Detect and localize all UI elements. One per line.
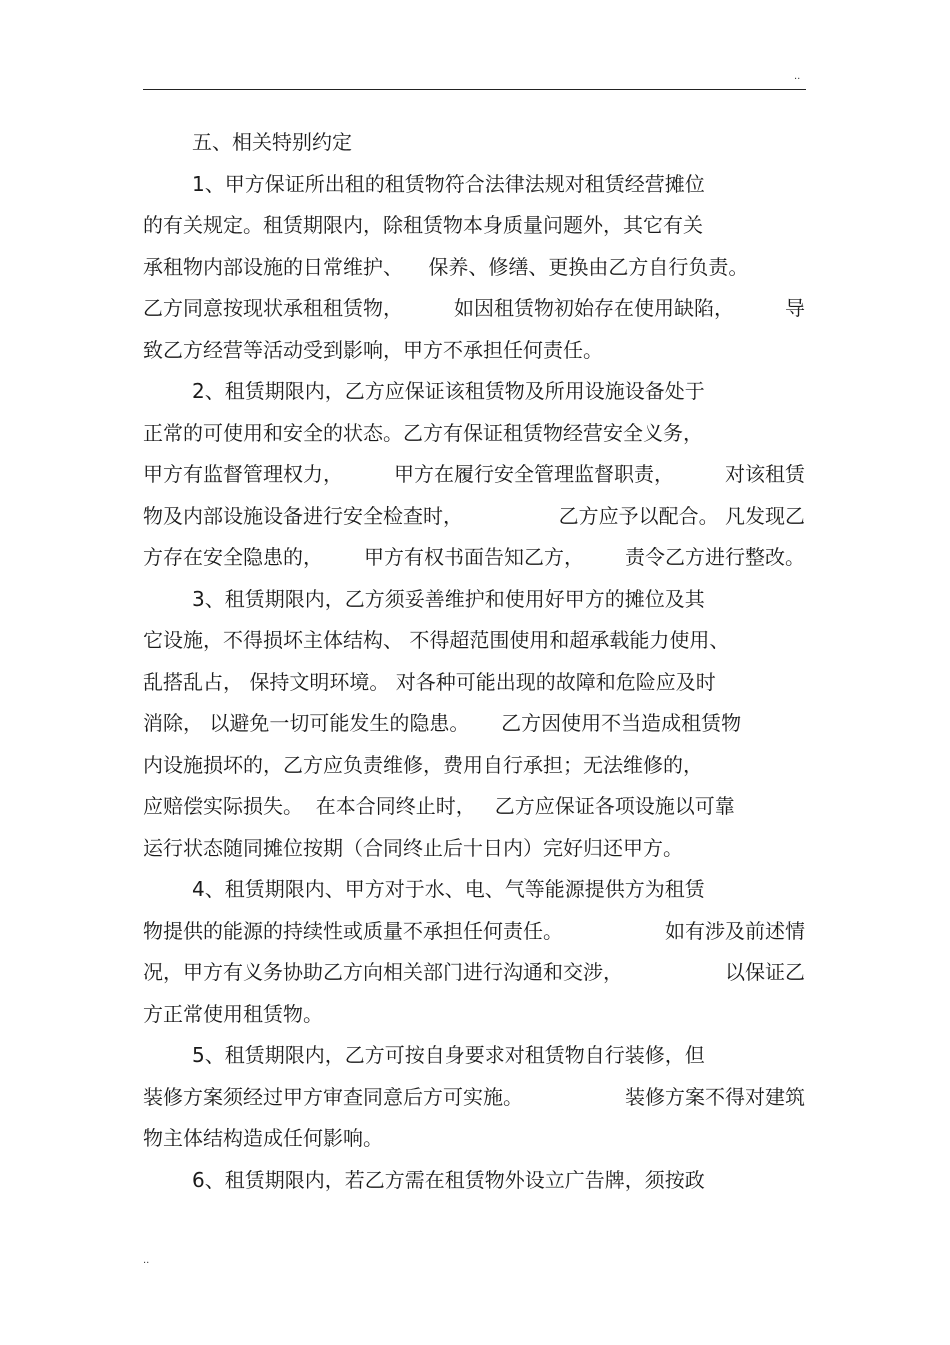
footer-mark: .. [143, 1255, 150, 1266]
text-line [143, 461, 805, 487]
text-segment: 导 [785, 296, 805, 320]
text-segment: 如有涉及前述情 [665, 919, 805, 943]
text-segment: 装修方案须经过甲方审查同意后方可实施。 [143, 1085, 523, 1109]
text-line: 2、租赁期限内，乙方应保证该租赁物及所用设施设备处于 [192, 379, 705, 403]
text-segment: 如因租赁物初始存在使用缺陷， [454, 296, 734, 320]
text-line: 它设施，不得损坏主体结构、 不得超范围使用和超承载能力使用、 [143, 628, 730, 652]
text-line: 乱搭乱占， 保持文明环境。 对各种可能出现的故障和危险应及时 [143, 670, 716, 694]
text-line [143, 918, 805, 944]
text-line: 消除， 以避免一切可能发生的隐患。 乙方因使用不当造成租赁物 [143, 711, 742, 735]
text-line: 5、租赁期限内，乙方可按自身要求对租赁物自行装修，但 [192, 1043, 705, 1067]
text-line: 运行状态随同摊位按期（合同终止后十日内）完好归还甲方。 [143, 836, 683, 860]
header-mark: .. [794, 71, 801, 82]
text-line: 内设施损坏的，乙方应负责维修，费用自行承担；无法维修的， [143, 753, 703, 777]
text-line: 正常的可使用和安全的状态。乙方有保证租赁物经营安全义务， [143, 421, 703, 445]
text-line: 3、租赁期限内，乙方须妥善维护和使用好甲方的摊位及其 [192, 587, 705, 611]
text-line: 1、甲方保证所出租的租赁物符合法律法规对租赁经营摊位 [192, 172, 705, 196]
text-line: 应赔偿实际损失。 在本合同终止时， 乙方应保证各项设施以可靠 [143, 794, 735, 818]
text-segment: 方存在安全隐患的， [143, 545, 323, 569]
text-segment: 责令乙方进行整改。 [625, 545, 805, 569]
text-segment: 物及内部设施设备进行安全检查时， [143, 504, 463, 528]
text-segment: 乙方应予以配合。 凡发现乙 [558, 504, 805, 528]
text-line: 方正常使用租赁物。 [143, 1002, 323, 1026]
text-segment: 甲方在履行安全管理监督职责， [394, 462, 674, 486]
text-segment: 装修方案不得对建筑 [625, 1085, 805, 1109]
text-line: 承租物内部设施的日常维护、 保养、修缮、更换由乙方自行负责。 [143, 255, 749, 279]
text-line [143, 959, 805, 985]
text-line: 4、租赁期限内、甲方对于水、电、气等能源提供方为租赁 [192, 877, 705, 901]
section-heading: 五、相关特别约定 [192, 130, 352, 154]
text-segment: 况，甲方有义务协助乙方向相关部门进行沟通和交涉， [143, 960, 623, 984]
text-line: 致乙方经营等活动受到影响，甲方不承担任何责任。 [143, 338, 603, 362]
text-segment: 甲方有监督管理权力， [143, 462, 343, 486]
header-rule [143, 89, 806, 90]
text-line [143, 503, 805, 529]
text-segment: 以保证乙 [725, 960, 805, 984]
text-line [143, 1084, 805, 1110]
text-segment: 甲方有权书面告知乙方， [364, 545, 584, 569]
text-segment: 物提供的能源的持续性或质量不承担任何责任。 [143, 919, 563, 943]
text-segment: 乙方同意按现状承租租赁物， [143, 296, 403, 320]
text-line: 的有关规定。租赁期限内，除租赁物本身质量问题外，其它有关 [143, 213, 703, 237]
text-line [143, 544, 805, 570]
text-line: 6、租赁期限内，若乙方需在租赁物外设立广告牌，须按政 [192, 1168, 705, 1192]
text-line: 物主体结构造成任何影响。 [143, 1126, 383, 1150]
text-segment: 对该租赁 [725, 462, 805, 486]
text-line [143, 295, 805, 321]
